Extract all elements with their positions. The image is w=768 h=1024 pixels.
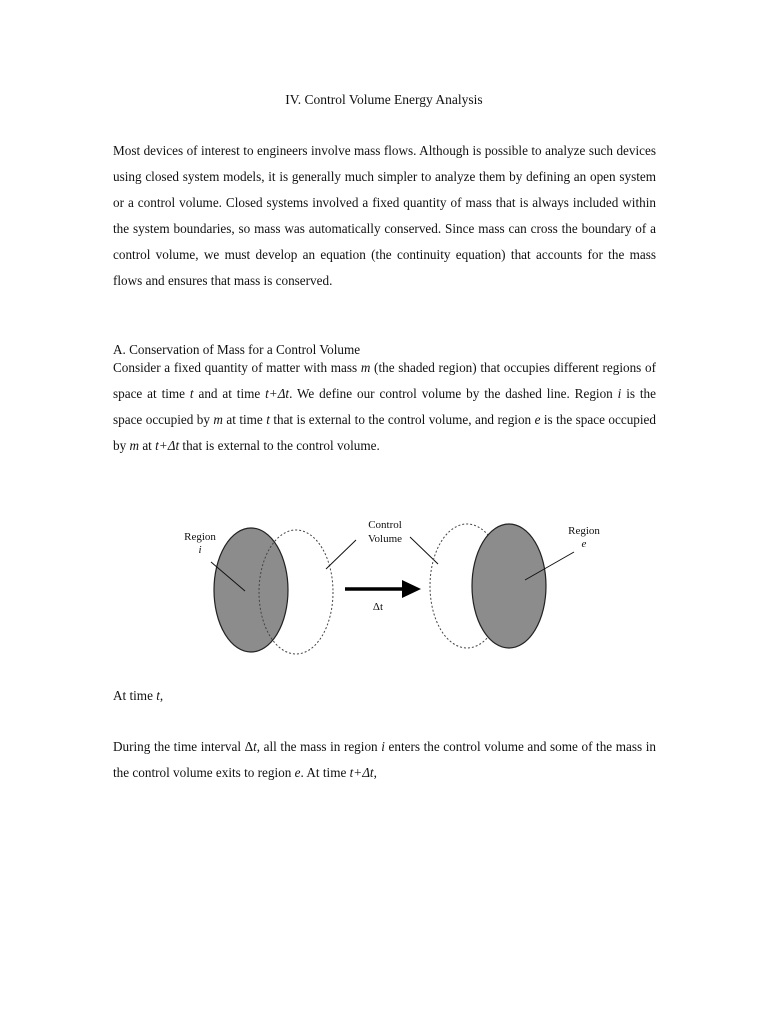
mass-at-t [214, 528, 288, 652]
time-interval-paragraph [113, 734, 656, 786]
mass-at-t-plus-dt [472, 524, 546, 648]
control-leader-left [326, 540, 356, 569]
text-run: At time [113, 688, 157, 703]
text-run: , [373, 765, 377, 780]
volume-label: Volume [367, 533, 403, 545]
at-time-line [113, 686, 163, 706]
var-t: t [156, 688, 160, 703]
var-m: m [213, 412, 223, 427]
intro-paragraph: Most devices of interest to engineers involve mass flows. Although is possible to analyze such devices using closed system models, it is generally much simpler to analyze them by defining an open system or a control volume. Closed systems involved a fixed quantity of mass that is always included within the system boundaries, so mass was automatically conserved. Since mass can cross the boundary of a control volume, we must develop an equation (the continuity equation) that accounts for the mass flows and ensures that mass is conserved. [113, 143, 656, 288]
text-run: , [159, 688, 164, 703]
var-t: t [189, 386, 194, 401]
var-m: m [129, 438, 140, 453]
delta-t-label: Δt [372, 601, 384, 613]
section-a-paragraph [113, 355, 656, 459]
text-run: and at time [193, 386, 266, 401]
text-run: at time [222, 412, 267, 427]
var-m: m [360, 360, 371, 375]
var-i: i [617, 386, 622, 401]
var-t-plus-dt: t+Δt [349, 765, 374, 780]
region-e-var: e [581, 538, 587, 550]
text-run: (the shaded region) that occupies different regions of space at time [113, 360, 656, 401]
text-run: enters the control volume and some of the mass in the control volume exits to region [113, 739, 656, 780]
text-run: that is external to the control volume. [179, 438, 380, 453]
region-i-label: Region [184, 531, 216, 543]
var-e: e [534, 412, 541, 427]
region-e-label: Region [568, 525, 600, 537]
text-run: is the space occupied by [113, 412, 656, 453]
var-t: t [266, 412, 270, 427]
text-run: . At time [300, 765, 350, 780]
text-run: Consider a fixed quantity of matter with mass [113, 360, 361, 375]
var-t-plus-dt: t+Δt [265, 386, 290, 401]
control-label: Control [368, 519, 402, 531]
var-i: i [381, 739, 385, 754]
page-title: IV. Control Volume Energy Analysis [285, 92, 483, 107]
text-run: is the space occupied by [113, 386, 657, 427]
text-run: During the time interval Δ [113, 739, 254, 754]
text-run: at [139, 438, 156, 453]
arrow-head [402, 580, 421, 598]
text-run: . We define our control volume by the dashed line. Region [289, 386, 618, 401]
text-run: , all the mass in region [256, 739, 382, 754]
var-t-plus-dt: t+Δt [155, 438, 180, 453]
var-t: t [253, 739, 257, 754]
control-volume-diagram [0, 505, 768, 665]
var-e: e [294, 765, 301, 780]
region-i-var: i [198, 544, 202, 556]
section-heading: A. Conservation of Mass for a Control Volume [113, 342, 361, 357]
text-run: that is external to the control volume, and region [269, 412, 535, 427]
